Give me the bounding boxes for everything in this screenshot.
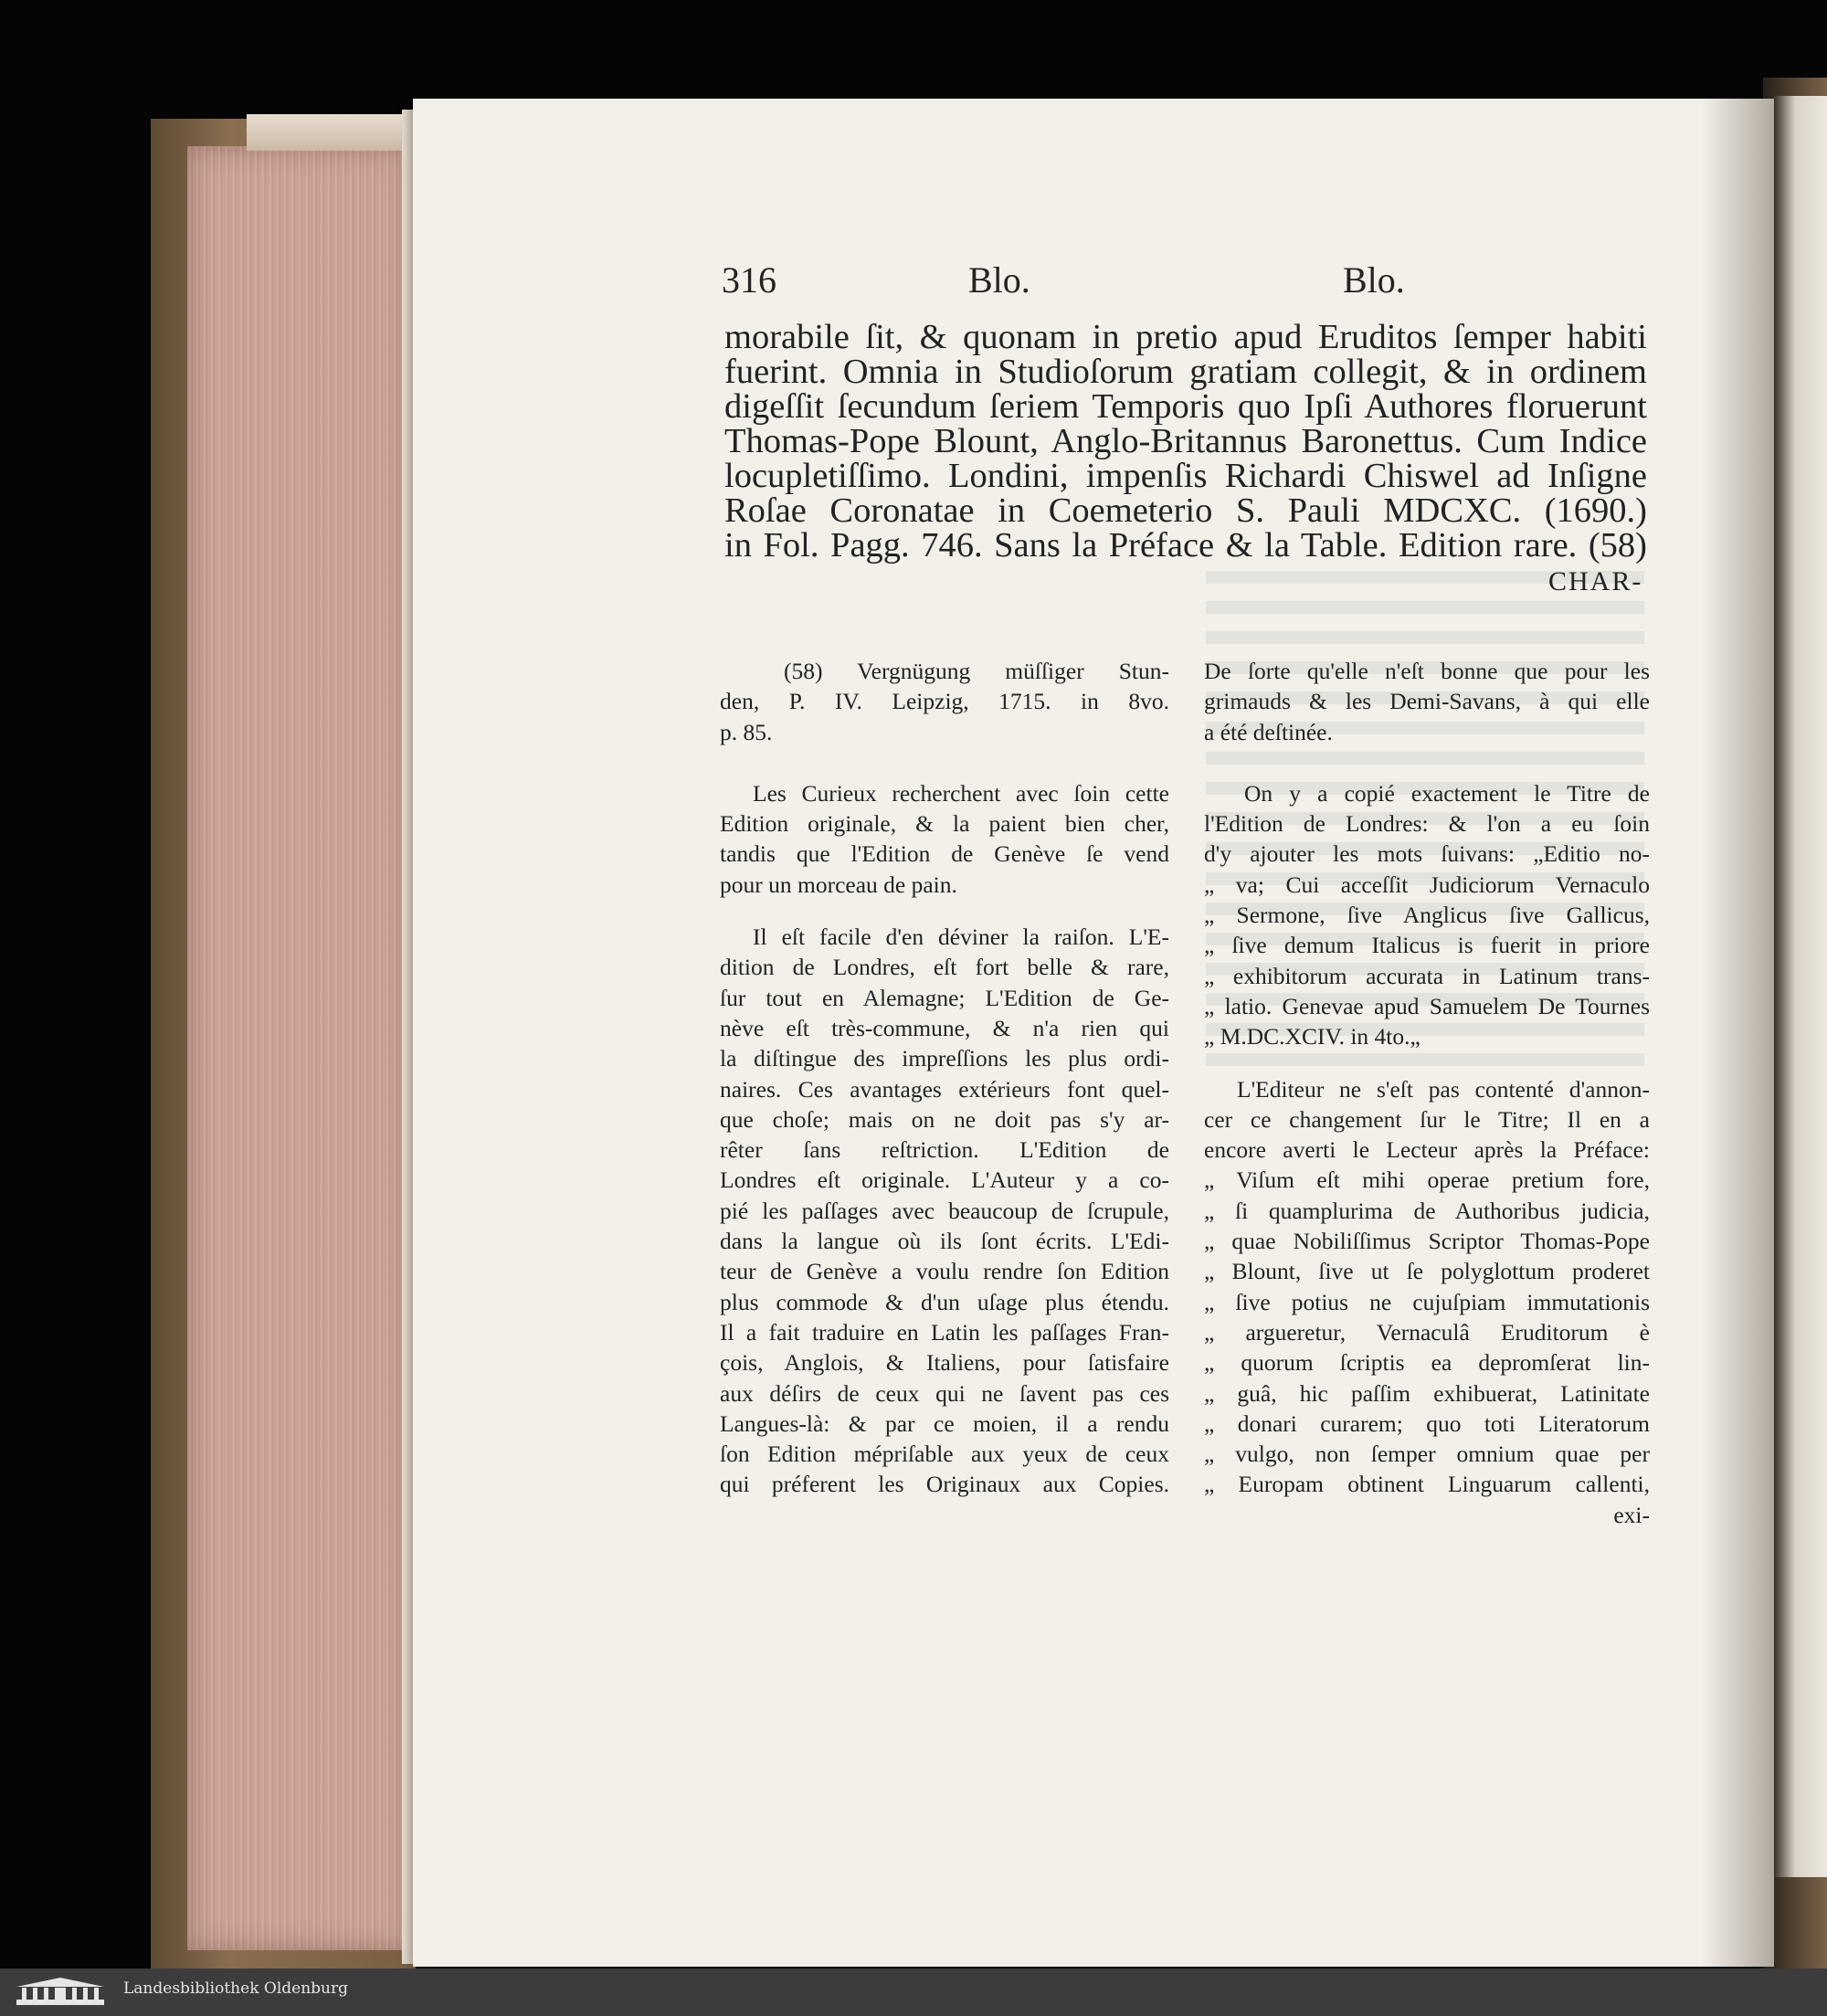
text-line: la diſtingue des impreſſions les plus ordi- [720,1045,1169,1072]
text-line: „ donari curarem; quo toti Literatorum [1204,1409,1650,1437]
text-line: dans la langue où ils ſont écrits. L'Edi- [720,1228,1169,1255]
text-line: „ latio. Genevae apud Samuelem De Tournes [1204,992,1650,1019]
text-line: „ Blount, ſive ut ſe polyglottum proderet [1204,1258,1650,1285]
text-line: qui préferent les Originaux aux Copies. [720,1471,1169,1498]
text-line: „ ſive demum Italicus is fuerit in priore [1204,932,1650,959]
text-line: aux déſirs de ceux qui ne ſavent pas ces [720,1379,1169,1407]
text-line: morabile ſit, & quonam in pretio apud Eruditos ſemper habiti [724,318,1647,356]
text-line: „ va; Cui acceſſit Judiciorum Vernaculo [1204,871,1650,898]
text-line: in Fol. Pagg. 746. Sans la Préface & la Table. Edition rare. (58) [724,526,1647,565]
text-line: „ ſive potius ne cujuſpiam immutationis [1204,1288,1650,1315]
catchword: CHAR- [1548,566,1643,596]
left-column [720,656,1169,1500]
text-line: „ guâ, hic paſſim exhibuerat, Latinitate [1204,1379,1650,1407]
page-number: 316 [722,259,776,301]
text-line: „ M.DC.XCIV. in 4to.„ [1204,1023,1420,1050]
text-line: De ſorte qu'elle n'eſt bonne que pour les [1204,658,1650,684]
text-line: Les Curieux recherchent avec ſoin cette [753,779,1169,807]
text-line: „ Viſum eſt mihi operae pretium fore, [1204,1166,1650,1194]
text-line: encore averti le Lecteur après la Préface: [1204,1136,1650,1164]
text-line: „ vulgo, non ſemper omnium quae per [1204,1441,1650,1468]
text-line: l'Edition de Londres: & l'on a eu ſoin [1204,810,1650,838]
text-line: „ Sermone, ſive Anglicus ſive Gallicus, [1204,902,1650,929]
text-line: d'y ajouter les mots ſuivans: „Editio no- [1204,840,1650,868]
text-line: „ quae Nobiliſſimus Scriptor Thomas-Pope [1204,1228,1650,1255]
text-line: digeſſit ſecundum ſeriem Temporis quo Ipſi Authores floruerunt [724,387,1647,426]
text-line: rêter ſans reſtriction. L'Edition de [720,1136,1169,1164]
text-line: locupletiſſimo. Londini, impenſis Richardi Chiswel ad Inſigne [724,457,1647,495]
text-line: que choſe; mais on ne doit pas s'y ar- [720,1105,1169,1133]
running-head-right: Blo. [1343,259,1405,301]
library-logo-icon [15,1976,106,2009]
text-line: Londres eſt originale. L'Auteur y a co- [720,1166,1169,1194]
top-paragraph [724,320,1647,563]
fore-edge-pages [187,146,411,1950]
text-line: Roſae Coronatae in Coemeterio S. Pauli MDCXC. (1690.) [724,491,1647,530]
top-edge [247,114,420,151]
footnote-line: (58) Vergnügung müſſiger Stun- [784,658,1169,684]
text-line: ſur tout en Alemagne; L'Edition de Ge- [720,984,1169,1011]
text-line: fuerint. Omnia in Studioſorum gratiam collegit, & in ordinem [724,353,1647,391]
text-line: naires. Ces avantages extérieurs font quel- [720,1075,1169,1103]
running-head [722,259,1405,304]
text-line: çois, Anglois, & Italiens, pour ſatisfaire [720,1349,1169,1377]
text-line: L'Editeur ne s'eſt pas contenté d'annon- [1237,1075,1650,1103]
text-line: plus commode & d'un uſage plus étendu. [720,1288,1169,1315]
text-line: Il eſt facile d'en déviner la raiſon. L'E- [753,924,1169,951]
text-line: grimauds & les Demi-Savans, à qui elle [1204,688,1650,715]
text-line: Edition originale, & la paient bien cher, [720,810,1169,838]
text-line: dition de Londres, eſt fort belle & rare, [720,954,1169,981]
text-line: nève eſt très-commune, & n'a rien qui [720,1014,1169,1041]
text-line: Il a fait traduire en Latin les paſſages Fran- [720,1318,1169,1346]
text-line: a été deſtinée. [1204,718,1333,745]
text-line: pié les paſſages avec beaucoup de ſcrupule, [720,1197,1169,1224]
footnote-line: p. 85. [720,718,773,745]
text-line: tandis que l'Edition de Genève ſe vend [720,840,1169,868]
running-head-center: Blo. [968,259,1030,301]
facing-page-edge [1774,96,1827,1877]
text-line: ſon Edition mépriſable aux yeux de ceux [720,1441,1169,1468]
text-line: „ quorum ſcriptis ea depromſerat lin- [1204,1349,1650,1377]
text-line: „ Europam obtinent Linguarum callenti, [1204,1471,1650,1498]
catchword: exi- [1613,1501,1650,1528]
text-line: On y a copié exactement le Titre de [1244,779,1650,807]
text-line: „ ſi quamplurima de Authoribus judicia, [1204,1197,1650,1224]
library-name: Landesbibliothek Oldenburg [123,1979,349,1998]
text-line: „ argueretur, Vernaculâ Eruditorum è [1204,1318,1650,1346]
text-line: teur de Genève a voulu rendre ſon Edition [720,1258,1169,1285]
text-line: Thomas-Pope Blount, Anglo-Britannus Baronettus. Cum Indice [724,422,1647,460]
text-line: cer ce changement ſur le Titre; Il en a [1204,1105,1650,1133]
right-column [1204,656,1650,1530]
footnote-line: den, P. IV. Leipzig, 1715. in 8vo. [720,688,1169,715]
gutter-shadow [1701,99,1774,1967]
text-line: Langues-là: & par ce moien, il a rendu [720,1409,1169,1437]
footer-bar [0,1969,1827,2016]
text-line: pour un morceau de pain. [720,871,957,898]
text-line: „ exhibitorum accurata in Latinum trans- [1204,962,1650,989]
